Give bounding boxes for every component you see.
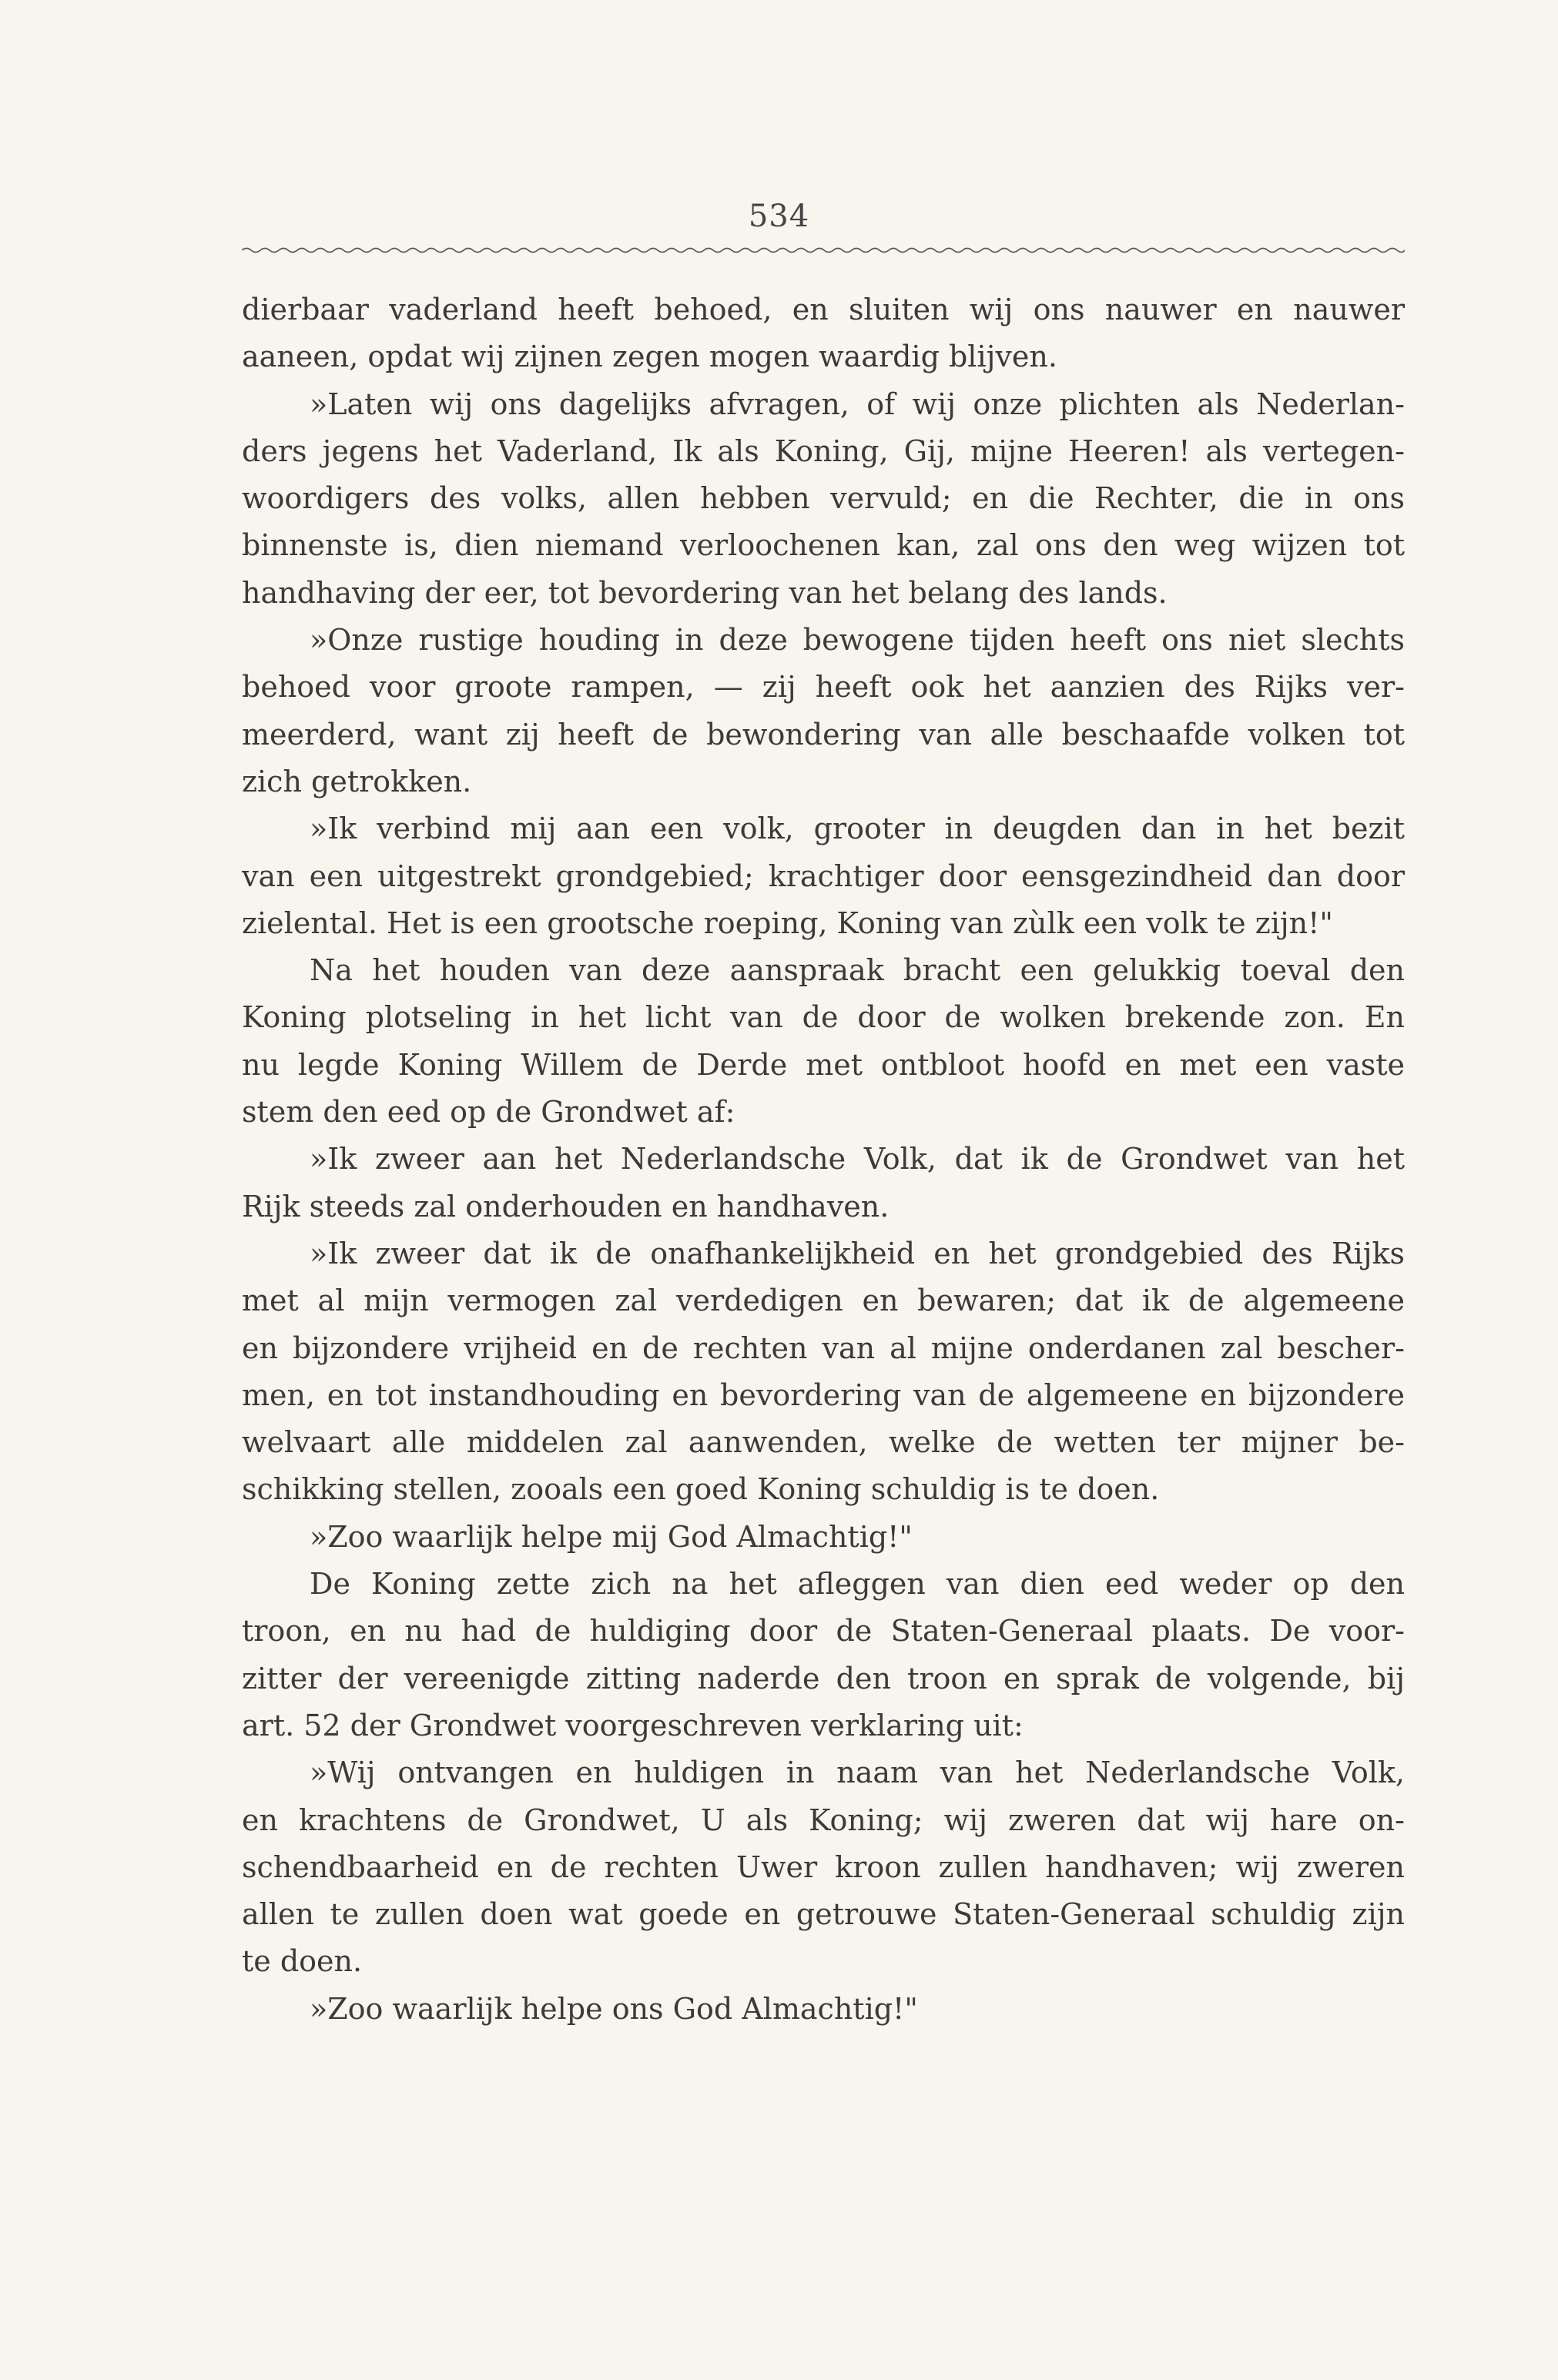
text-line: »Ik zweer aan het Nederlandsche Volk, dat ik de Grondwet van het: [310, 1142, 1405, 1177]
text-line: »Ik verbind mij aan een volk, grooter in deugden dan in het bezit: [310, 812, 1405, 846]
text-line: van een uitgestrekt grondgebied; krachtiger door eensgezindheid dan door: [242, 859, 1405, 893]
text-line: dierbaar vaderland heeft behoed, en sluiten wij ons nauwer en nauwer: [242, 293, 1405, 326]
text-line: welvaart alle middelen zal aanwenden, welke de wetten ter mijner be-: [242, 1425, 1405, 1460]
text-line: handhaving der eer, tot bevordering van het belang des lands.: [242, 575, 1168, 610]
text-line: zich getrokken.: [242, 764, 472, 798]
header-rule: [242, 245, 1405, 256]
text-line: ders jegens het Vaderland, Ik als Koning, Gij, mijne Heeren! als vertegen-: [242, 433, 1405, 468]
text-line: stem den eed op de Grondwet af:: [242, 1095, 735, 1130]
text-line: De Koning zette zich na het afleggen van dien eed weder op den: [310, 1567, 1405, 1602]
text-line: »Wij ontvangen en huldigen in naam van het Nederlandsche Volk,: [310, 1756, 1405, 1790]
body-text: [242, 286, 1405, 2033]
text-line: Koning plotseling in het licht van de door de wolken brekende zon. En: [242, 1000, 1405, 1035]
text-line: zielental. Het is een grootsche roeping, Koning van zùlk een volk te zijn!": [242, 905, 1333, 940]
text-line: zitter der vereenigde zitting naderde den troon en sprak de volgende, bij: [242, 1661, 1405, 1695]
text-line: nu legde Koning Willem de Derde met ontbloot hoofd en met een vaste: [242, 1047, 1405, 1082]
text-line: en krachtens de Grondwet, U als Koning; wij zweren dat wij hare on-: [242, 1803, 1405, 1837]
text-line: art. 52 der Grondwet voorgeschreven verklaring uit:: [242, 1708, 1024, 1742]
text-line: behoed voor groote rampen, — zij heeft ook het aanzien des Rijks ver-: [242, 670, 1405, 705]
text-line: troon, en nu had de huldiging door de Staten-Generaal plaats. De voor-: [242, 1614, 1405, 1649]
text-line: binnenste is, dien niemand verloochenen kan, zal ons den weg wijzen tot: [242, 528, 1405, 563]
text-line: en bijzondere vrijheid en de rechten van al mijne onderdanen zal bescher-: [242, 1331, 1405, 1365]
text-line: Rijk steeds zal onderhouden en handhaven.: [242, 1189, 890, 1223]
text-line: met al mijn vermogen zal verdedigen en bewaren; dat ik de algemeene: [242, 1284, 1405, 1318]
text-line: »Laten wij ons dagelijks afvragen, of wij onze plichten als Nederlan-: [310, 387, 1405, 421]
text-line: schendbaarheid en de rechten Uwer kroon zullen handhaven; wij zweren: [242, 1849, 1405, 1884]
text-line: meerderd, want zij heeft de bewondering van alle beschaafde volken tot: [242, 717, 1405, 751]
text-line: men, en tot instandhouding en bevordering van de algemeene en bijzondere: [242, 1377, 1405, 1412]
page-number: 534: [748, 199, 810, 234]
text-line: »Zoo waarlijk helpe mij God Almachtig!": [310, 1519, 913, 1554]
text-line: te doen.: [242, 1944, 363, 1979]
text-line: »Zoo waarlijk helpe ons God Almachtig!": [310, 1991, 918, 2026]
text-line: allen te zullen doen wat goede en getrouwe Staten-Generaal schuldig zijn: [242, 1897, 1405, 1932]
text-line: aaneen, opdat wij zijnen zegen mogen waardig blijven.: [242, 340, 1057, 374]
text-line: »Ik zweer dat ik de onafhankelijkheid en het grondgebied des Rijks: [310, 1236, 1405, 1270]
text-line: »Onze rustige houding in deze bewogene tijden heeft ons niet slechts: [310, 623, 1405, 658]
text-line: Na het houden van deze aanspraak bracht een gelukkig toeval den: [310, 953, 1405, 988]
text-line: woordigers des volks, allen hebben vervuld; en die Rechter, die in ons: [242, 481, 1405, 516]
text-line: schikking stellen, zooals een goed Koning schuldig is te doen.: [242, 1472, 1160, 1507]
